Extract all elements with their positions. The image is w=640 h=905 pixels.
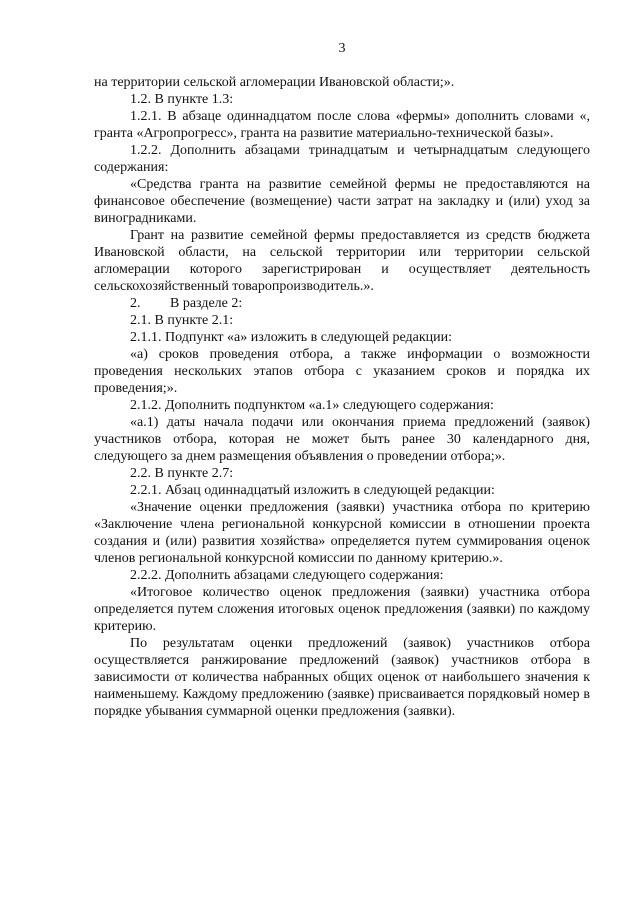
page-number: 3 [338, 41, 346, 56]
paragraph-continuation: на территории сельской агломерации Ивановской области;». [94, 75, 455, 90]
paragraph-clause-2-1-2: 2.1.2. Дополнить подпунктом «а.1» следующего содержания: [130, 398, 494, 413]
paragraph-assessment-value: «Значение оценки предложения (заявки) участника отбора по критерию «Заключение члена региональной конкурсной комиссии в отношении проекта создания и (или) развития хозяйства» определяется путем суммирования оценок членов региональной конкурсной комиссии по данному критерию.». [94, 500, 590, 566]
paragraph-clause-1-2: 1.2. В пункте 1.3: [130, 92, 234, 107]
document-body [94, 74, 590, 720]
paragraph-clause-1-2-2: 1.2.2. Дополнить абзацами тринадцатым и четырнадцатым следующего содержания: [94, 143, 590, 175]
paragraph-clause-2-2: 2.2. В пункте 2.7: [130, 466, 234, 481]
paragraph-grant-funds: «Средства гранта на развитие семейной фермы не предоставляются на финансовое обеспечение (возмещение) части затрат на закладку и (или) уход за виноградниками. [94, 177, 590, 226]
paragraph-subclause-a: «а) сроков проведения отбора, а также информации о возможности проведения нескольких этапов отбора с указанием сроков и порядка их проведения;». [94, 347, 590, 396]
section-number: 2. [130, 296, 141, 311]
paragraph-clause-2-2-2: 2.2.2. Дополнить абзацами следующего содержания: [130, 568, 444, 583]
paragraph-clause-2-1: 2.1. В пункте 2.1: [130, 313, 234, 328]
paragraph-ranking: По результатам оценки предложений (заявок) участников отбора осуществляется ранжирование предложений (заявок) участников отбора в зависимости от количества набранных общих оценок от наибольшего значения к наименьшему. Каждому предложению (заявке) присваивается порядковый номер в порядке убывания суммарной оценки предложения (заявки). [94, 636, 590, 719]
paragraph-total-assessments: «Итоговое количество оценок предложения (заявки) участника отбора определяется путем сложения итоговых оценок предложения (заявки) по каждому критерию. [94, 585, 590, 634]
paragraph-section-2 [94, 295, 590, 312]
paragraph-grant-provided: Грант на развитие семейной фермы предоставляется из средств бюджета Ивановской области, на сельской территории или территории сельской агломерации которого зарегистрирован и осуществляет деятельность сельскохозяйственный товаропроизводитель.». [94, 228, 590, 294]
paragraph-subclause-a1: «а.1) даты начала подачи или окончания приема предложений (заявок) участников отбора, которая не может быть ранее 30 календарного дня, следующего за днем размещения объявления о проведении отбора;». [94, 415, 590, 464]
section-heading: В разделе 2: [170, 296, 243, 311]
paragraph-clause-2-2-1: 2.2.1. Абзац одиннадцатый изложить в следующей редакции: [130, 483, 495, 498]
paragraph-clause-2-1-1: 2.1.1. Подпункт «а» изложить в следующей редакции: [130, 330, 453, 345]
paragraph-clause-1-2-1: 1.2.1. В абзаце одиннадцатом после слова «фермы» дополнить словами «, гранта «Агропрогресс», гранта на развитие материально-технической базы». [94, 109, 590, 141]
